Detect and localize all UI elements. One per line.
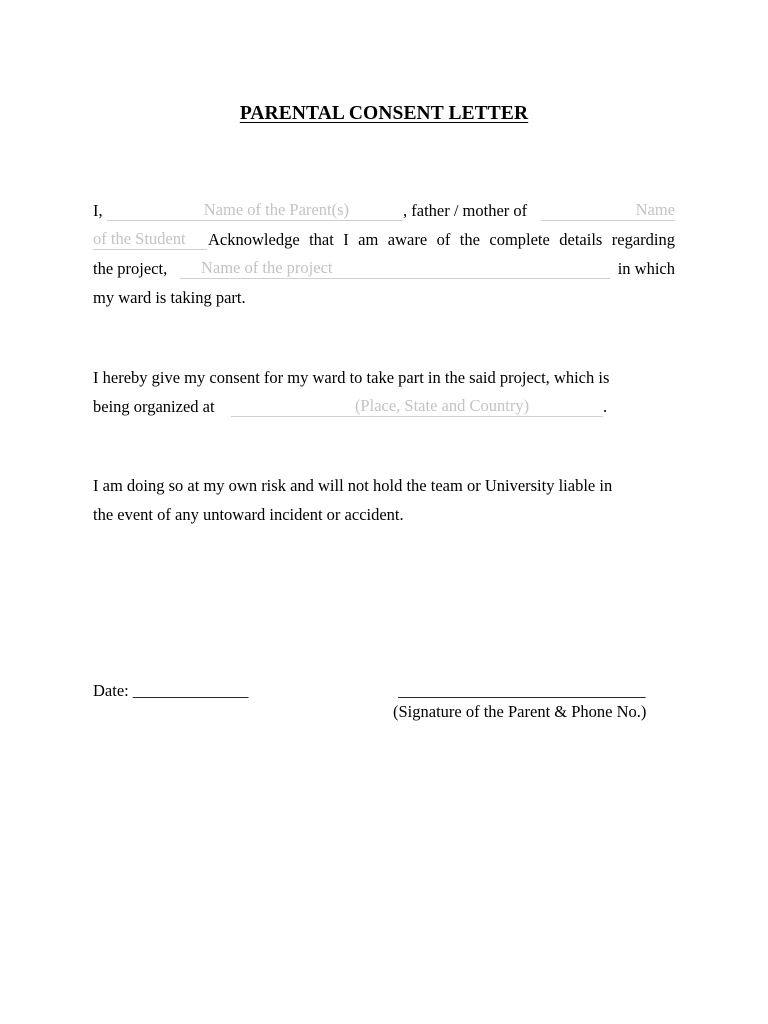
student-name-field-part2[interactable] — [93, 229, 207, 250]
intro-text: I, — [93, 201, 103, 220]
place-field[interactable] — [231, 396, 603, 417]
liability-text-line1: I am doing so at my own risk and will not hold the team or University liable in — [93, 476, 613, 495]
student-name-placeholder-part2: of the Student — [93, 229, 186, 248]
period-text: . — [603, 397, 608, 416]
paragraph-line — [93, 225, 675, 254]
paragraph-liability — [93, 471, 675, 529]
paragraph-consent — [93, 363, 675, 421]
paragraph-line — [93, 254, 675, 283]
paragraph-line — [93, 196, 675, 225]
student-name-field-part1[interactable] — [541, 200, 675, 221]
acknowledge-text: Acknowledge that I am aware of the complete details regarding — [208, 230, 675, 249]
project-name-placeholder: Name of the project — [201, 258, 333, 277]
signature-caption: (Signature of the Parent & Phone No.) — [393, 702, 647, 721]
liability-text-line2: the event of any untoward incident or accident. — [93, 505, 404, 524]
paragraph-line — [93, 471, 675, 500]
place-placeholder: (Place, State and Country) — [354, 396, 530, 415]
document-title: PARENTAL CONSENT LETTER — [239, 103, 529, 124]
ward-taking-part-text: my ward is taking part. — [93, 288, 246, 307]
in-which-text: in which — [617, 259, 675, 278]
project-name-field[interactable] — [180, 258, 610, 279]
student-name-placeholder-part1: Name — [635, 200, 675, 219]
paragraph-line — [93, 363, 675, 392]
date-field[interactable] — [93, 679, 248, 703]
signature-blank: ______________________________ — [398, 681, 646, 700]
paragraph-line — [93, 283, 675, 312]
date-blank: ______________ — [132, 681, 249, 700]
parent-name-placeholder: Name of the Parent(s) — [203, 200, 349, 219]
paragraph-line — [93, 500, 675, 529]
organized-at-text: being organized at — [93, 397, 215, 416]
parent-name-field[interactable] — [107, 200, 403, 221]
consent-text: I hereby give my consent for my ward to take part in the said project, which is — [93, 368, 610, 387]
paragraph-parent-details — [93, 196, 675, 312]
date-label: Date: — [93, 681, 129, 700]
paragraph-line — [93, 392, 675, 421]
father-mother-text: , father / mother of — [403, 201, 528, 220]
project-prefix-text: the project, — [93, 259, 168, 278]
